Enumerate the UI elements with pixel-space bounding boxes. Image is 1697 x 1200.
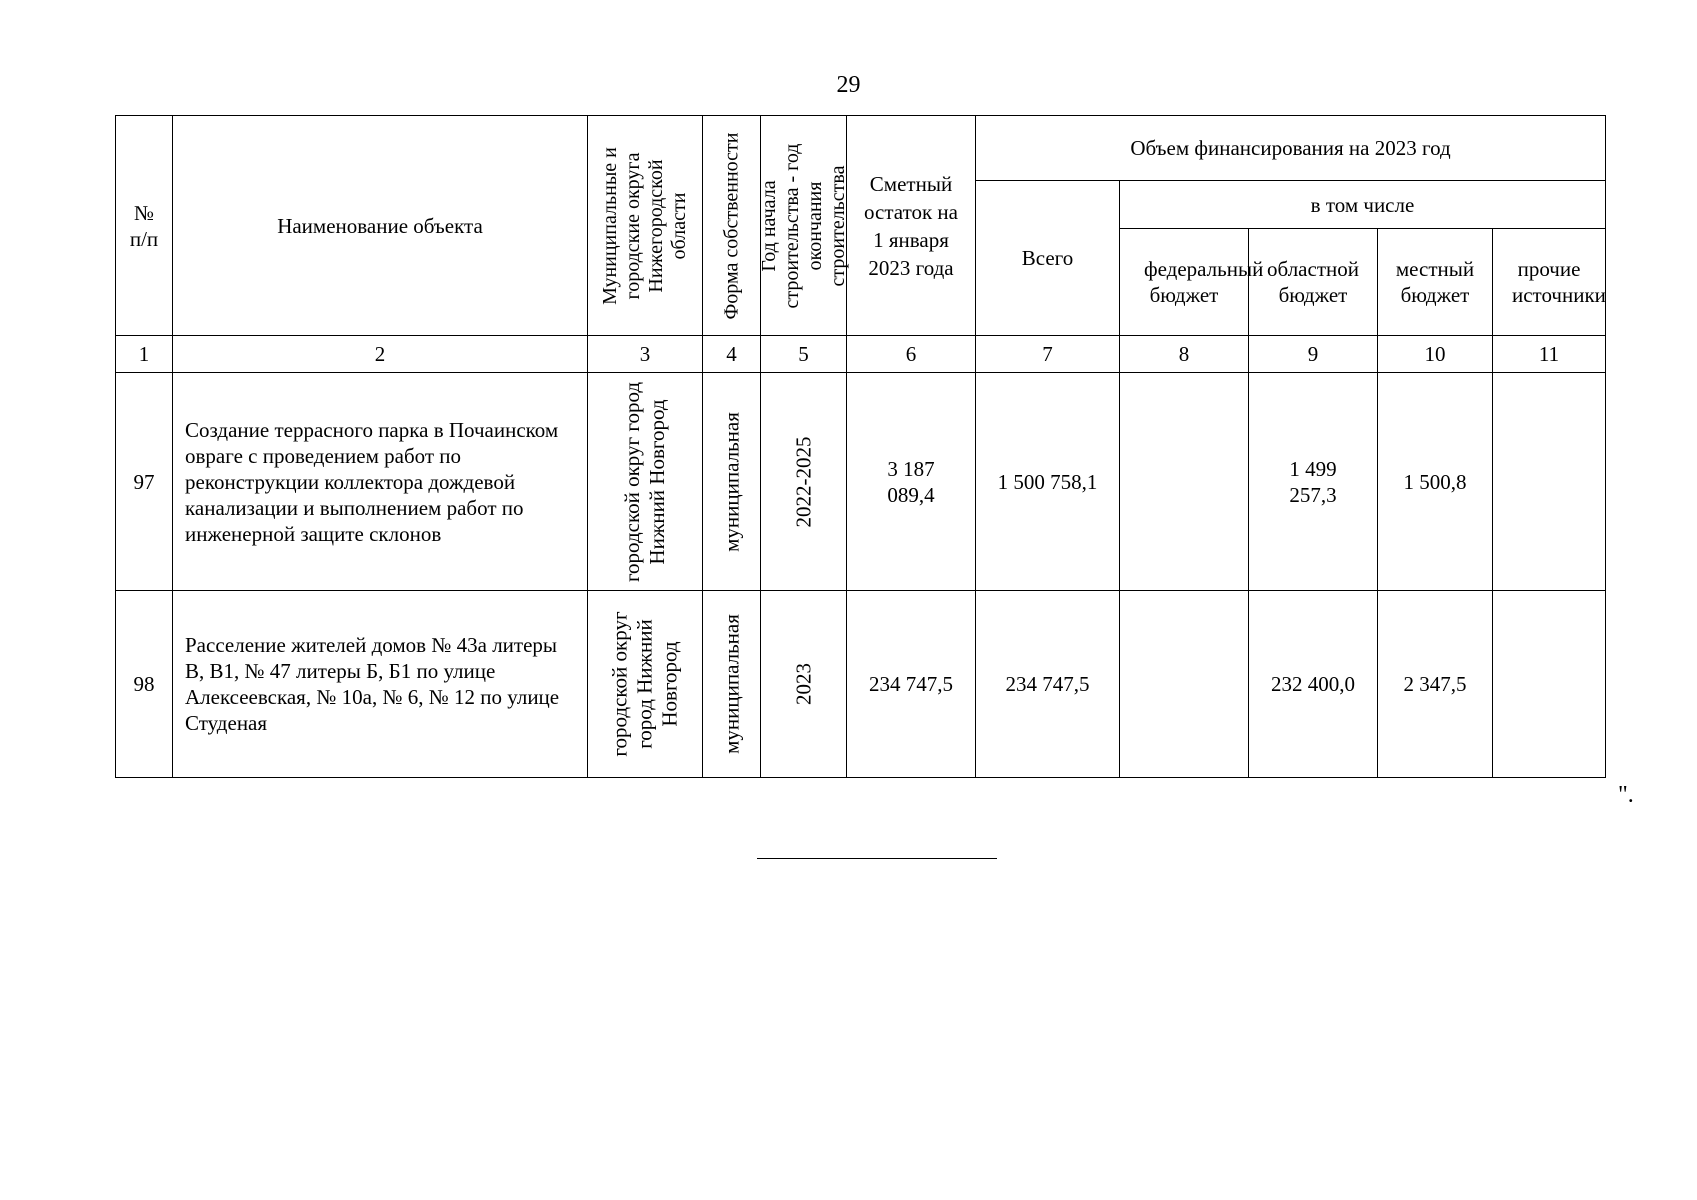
header-other: прочие источники <box>1493 229 1606 336</box>
row-estimate: 234 747,5 <box>847 591 976 778</box>
row-no: 97 <box>116 373 173 591</box>
header-ownership: Форма собственности <box>703 116 761 336</box>
column-number: 9 <box>1249 336 1378 373</box>
column-number: 2 <box>173 336 588 373</box>
row-municipal: городской округ город Нижний Новгород <box>588 373 703 591</box>
header-estimate: Сметный остаток на 1 января 2023 года <box>847 116 976 336</box>
row-ownership: муниципальная <box>703 373 761 591</box>
row-years: 2023 <box>761 591 847 778</box>
row-total: 234 747,5 <box>976 591 1120 778</box>
table-row <box>116 373 1606 591</box>
row-federal <box>1120 591 1249 778</box>
header-total: Всего <box>976 181 1120 336</box>
column-number: 7 <box>976 336 1120 373</box>
column-number: 4 <box>703 336 761 373</box>
header-including-group: в том числе <box>1120 181 1606 229</box>
row-regional: 1 499 257,3 <box>1249 373 1378 591</box>
row-name: Создание террасного парка в Почаинском овраге с проведением работ по реконструкции коллектора дождевой канализации и выполнением работ по инженерной защите склонов <box>173 373 588 591</box>
table-row <box>116 591 1606 778</box>
closing-quote: ". <box>1618 782 1634 808</box>
row-other <box>1493 591 1606 778</box>
column-numbers-row <box>116 336 1606 373</box>
column-number: 5 <box>761 336 847 373</box>
row-total: 1 500 758,1 <box>976 373 1120 591</box>
column-number: 11 <box>1493 336 1606 373</box>
column-number: 10 <box>1378 336 1493 373</box>
row-regional: 232 400,0 <box>1249 591 1378 778</box>
column-number: 1 <box>116 336 173 373</box>
row-years: 2022-2025 <box>761 373 847 591</box>
row-local: 1 500,8 <box>1378 373 1493 591</box>
row-municipal: городской округ город Нижний Новгород <box>588 591 703 778</box>
row-ownership: муниципальная <box>703 591 761 778</box>
column-number: 8 <box>1120 336 1249 373</box>
financing-table <box>115 115 1606 778</box>
row-estimate: 3 187 089,4 <box>847 373 976 591</box>
header-no: № п/п <box>116 116 173 336</box>
column-number: 6 <box>847 336 976 373</box>
header-name: Наименование объекта <box>173 116 588 336</box>
row-federal <box>1120 373 1249 591</box>
row-other <box>1493 373 1606 591</box>
column-number: 3 <box>588 336 703 373</box>
footer-divider <box>757 858 997 859</box>
header-local: местный бюджет <box>1378 229 1493 336</box>
header-years: Год начала строительства - год окончания строительства <box>761 116 847 336</box>
row-name: Расселение жителей домов № 43а литеры В, В1, № 47 литеры Б, Б1 по улице Алексеевская, № 10а, № 6, № 12 по улице Студеная <box>173 591 588 778</box>
row-no: 98 <box>116 591 173 778</box>
header-regional: областной бюджет <box>1249 229 1378 336</box>
row-local: 2 347,5 <box>1378 591 1493 778</box>
header-funding-group: Объем финансирования на 2023 год <box>976 116 1606 181</box>
header-municipal: Муниципальные и городские округа Нижегородской области <box>588 116 703 336</box>
page-number: 29 <box>836 72 861 98</box>
header-federal: федеральный бюджет <box>1120 229 1249 336</box>
